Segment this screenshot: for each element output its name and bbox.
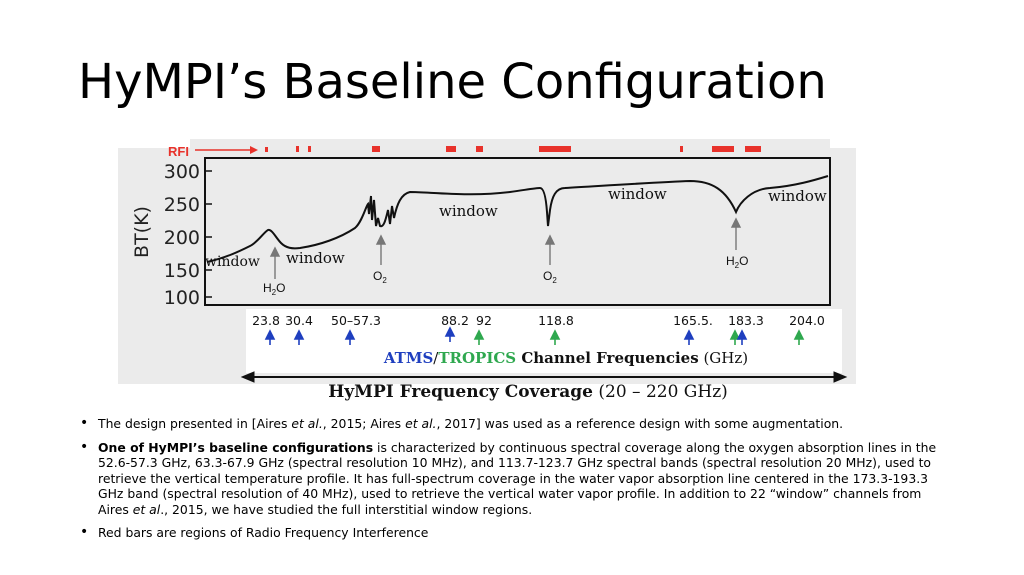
y-axis-label: BT(K) bbox=[131, 206, 153, 258]
bullet-item bbox=[80, 416, 950, 432]
bullet-list bbox=[80, 416, 950, 549]
rfi-bar bbox=[296, 146, 299, 152]
bullet-text: et al. bbox=[405, 416, 437, 431]
bullet-text: , 2017] was used as a reference design with some augmentation. bbox=[436, 416, 844, 431]
slide-title: HyMPI’s Baseline Configuration bbox=[78, 54, 827, 110]
bullet-item bbox=[80, 525, 950, 541]
y-tick-label: 300 bbox=[163, 161, 200, 183]
bullet-text: ., 2015, we have studied the full interstitial window regions. bbox=[160, 501, 533, 517]
rfi-label: RFI bbox=[168, 144, 189, 159]
frequency-label: 23.8 bbox=[252, 313, 280, 328]
frequency-label: 183.3 bbox=[728, 313, 764, 328]
rfi-bar bbox=[446, 146, 456, 152]
rfi-bar bbox=[265, 147, 268, 152]
rfi-bar bbox=[680, 146, 683, 152]
bullet-text: One of HyMPI’s baseline configurations bbox=[98, 439, 374, 455]
frequency-label: 92 bbox=[476, 313, 492, 328]
window-label: window bbox=[608, 185, 667, 203]
frequency-label: 50–57.3 bbox=[331, 313, 381, 328]
bullet-text: et al bbox=[132, 501, 161, 517]
h2o-right-label: $H_2O$ bbox=[726, 254, 749, 270]
frequency-labels bbox=[252, 313, 825, 328]
y-tick-label: 200 bbox=[163, 227, 200, 249]
rfi-bar bbox=[308, 146, 311, 152]
o2-right-label: $O_2$ bbox=[543, 269, 557, 285]
rfi-bar bbox=[745, 146, 761, 152]
h2o-left-label: $H_2O$ bbox=[263, 281, 286, 297]
bullet-text: Red bars are regions of Radio Frequency Interference bbox=[98, 525, 429, 540]
rfi-bar bbox=[712, 146, 734, 152]
window-label: window bbox=[205, 254, 260, 270]
o2-left-label: $O_2$ bbox=[373, 269, 387, 285]
y-tick-label: 150 bbox=[163, 260, 200, 282]
bullet-text: The design presented in [Aires bbox=[98, 416, 292, 431]
frequency-label: 30.4 bbox=[285, 313, 313, 328]
frequency-label: 88.2 bbox=[441, 313, 469, 328]
y-tick-label: 250 bbox=[163, 194, 200, 216]
bullet-text: , 2015; Aires bbox=[322, 416, 406, 431]
frequency-label: 118.8 bbox=[538, 313, 574, 328]
frequency-label: 165.5. bbox=[673, 313, 713, 328]
window-label: window bbox=[768, 187, 827, 205]
window-label: window bbox=[286, 249, 345, 267]
bullet-text: et al. bbox=[291, 416, 323, 431]
rfi-bar bbox=[476, 146, 483, 152]
coverage-caption: HyMPI Frequency Coverage (20 – 220 GHz) bbox=[328, 382, 728, 402]
rfi-bar bbox=[372, 146, 380, 152]
window-label: window bbox=[439, 202, 498, 220]
y-tick-label: 100 bbox=[163, 287, 200, 309]
channel-frequencies-caption: ATMS/TROPICS Channel Frequencies (GHz) bbox=[383, 349, 749, 367]
bullet-text: is characterized by continuous spectral coverage along the oxygen absorption lines in the 52.6-57.3 GHz, 63.3-67.9 GHz (spectral resolution 10 MHz), and 113.7-123.7 GHz spectral bands (spectral resolution 20 MHz), used to retrieve the vertical temperature profile. It has full-spectrum coverage in the water vapor absorption line centered in the 173.3-193.3 GHz band (spectral resolution of 40 MHz), used to retrieve the vertical water vapor profile. In addition to 22 “window” channels from Aires bbox=[98, 439, 937, 517]
frequency-label: 204.0 bbox=[789, 313, 825, 328]
bullet-item bbox=[80, 440, 950, 518]
rfi-bar bbox=[539, 146, 571, 152]
